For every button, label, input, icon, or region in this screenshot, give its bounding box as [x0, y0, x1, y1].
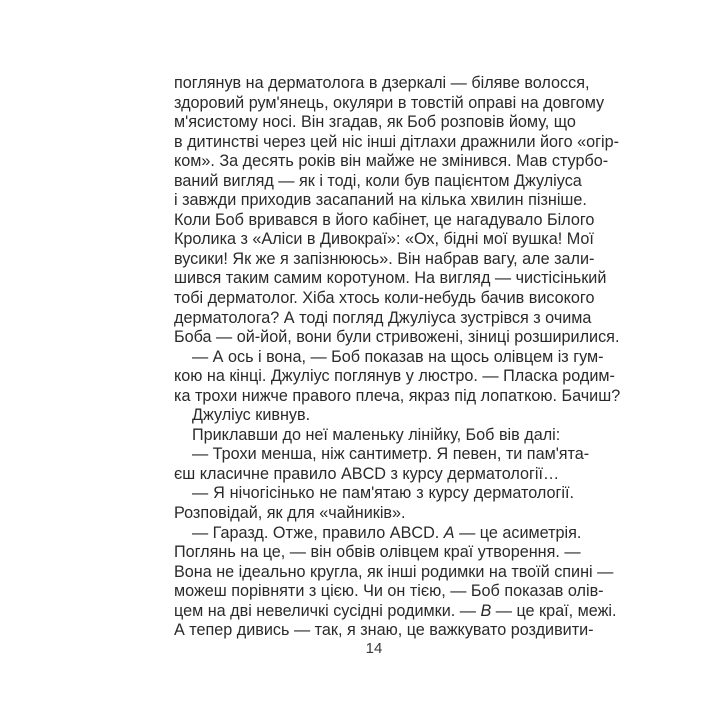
- text-line: здоровий рум'янець, окуляри в товстій оправі на довгому: [174, 93, 605, 112]
- text-line: поглянув на дерматолога в дзеркалі — біляве волосся,: [174, 74, 590, 92]
- text-line: кою на кінці. Джуліус поглянув у люстро. — Пласка родим-: [174, 367, 615, 386]
- text-line: в дитинстві через цей ніс інші дітлахи дражнили його «огір-: [174, 132, 619, 151]
- text-line: тобі дерматолог. Хіба хтось коли-небудь бачив високого: [174, 289, 595, 308]
- text-line: шився таким самим коротуном. На вигляд — чистісінький: [174, 269, 607, 288]
- italic-letter: B: [480, 601, 492, 620]
- body-text: [174, 74, 621, 641]
- text-line: і завжди приходив засапаний на кілька хвилин пізніше.: [174, 191, 587, 210]
- text-line: А тепер дивись — так, я знаю, це важкувато роздивити-: [174, 621, 594, 640]
- text-line: можеш порівняти з цією. Чи он тією, — Боб показав олів-: [174, 582, 604, 601]
- text-line: ка трохи нижче правого плеча, якраз під лопаткою. Бачиш?: [174, 386, 621, 405]
- text-line: — Гаразд. Отже, правило ABCD. A — це асиметрія.: [192, 523, 582, 542]
- text-line: ком». За десять років він майже не змінився. Мав стурбо-: [174, 152, 609, 171]
- italic-letter: A: [443, 523, 455, 542]
- text-line: цем на дві невеличкі сусідні родимки. — B — це краї, межі.: [174, 601, 617, 620]
- page-number: 14: [365, 640, 383, 657]
- text-line: Розповідай, як для «чайників».: [174, 504, 406, 523]
- text-line: дерматолога? А тоді погляд Джуліуса зустрівся з очима: [174, 308, 592, 327]
- text-line: Вона не ідеально кругла, як інші родимки на твоїй спині —: [174, 562, 614, 581]
- text-line: — Я нічогісінько не пам'ятаю з курсу дерматології.: [192, 484, 574, 503]
- text-line: Поглянь на це, — він обвів олівцем краї утворення. —: [174, 543, 581, 562]
- text-line: Кролика з «Аліси в Дивокраї»: «Ох, бідні мої вушка! Мої: [174, 230, 594, 249]
- text-line: Джуліус кивнув.: [192, 406, 311, 425]
- text-line: м'ясистому носі. Він згадав, як Боб розповів йому, що: [174, 113, 576, 132]
- text-line: — Трохи менша, ніж сантиметр. Я певен, ти пам'ята-: [192, 445, 590, 464]
- text-line: — А ось і вона, — Боб показав на щось олівцем із гум-: [192, 347, 604, 366]
- text-line: єш класичне правило ABCD з курсу дерматології…: [174, 464, 560, 483]
- text-line: Коли Боб вривався в його кабінет, це нагадувало Білого: [174, 210, 595, 229]
- text-line: Боба — ой-йой, вони були стривожені, зіниці розширилися.: [174, 328, 620, 347]
- text-line: Приклавши до неї маленьку лінійку, Боб вів далі:: [192, 425, 561, 444]
- text-line: ваний вигляд — як і тоді, коли був пацієнтом Джуліуса: [174, 171, 582, 190]
- text-line: вусики! Як же я запізнююсь». Він набрав вагу, але зали-: [174, 249, 595, 268]
